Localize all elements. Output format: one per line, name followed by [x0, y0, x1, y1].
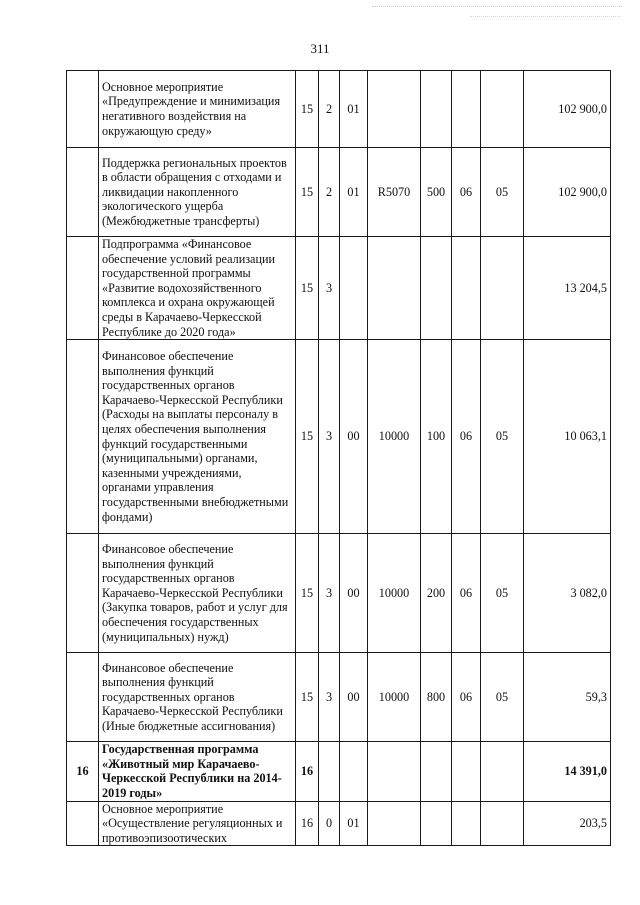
item-name-cell: Финансовое обеспечение выполнения функций государственных органов Карачаево-Черкесской Республики (Закупка товаров, работ и услуг для обеспечения государственных (муниципальных) нужд) [99, 534, 296, 653]
main-activity-code-cell: 01 [340, 148, 368, 237]
subprogram-code-cell: 3 [319, 653, 340, 742]
table-row [67, 340, 611, 534]
section-code-cell: 06 [452, 148, 481, 237]
page-number: 311 [310, 41, 330, 56]
amount-cell: 102 900,0 [524, 71, 611, 148]
program-code-cell: 15 [296, 653, 319, 742]
row-number-cell [67, 237, 99, 340]
subsection-code-cell [481, 801, 524, 846]
table-row [67, 653, 611, 742]
item-name-cell: Финансовое обеспечение выполнения функций государственных органов Карачаево-Черкесской Республики (Расходы на выплаты персоналу в целях обеспечения выполнения функций государственными (муниципальными) органами, казенными учреждениями, органами управления государственными внебюджетными фондами) [99, 340, 296, 534]
section-code-cell [452, 801, 481, 846]
subsection-code-cell: 05 [481, 148, 524, 237]
section-code-cell: 06 [452, 340, 481, 534]
table-row [67, 148, 611, 237]
program-code-cell: 15 [296, 237, 319, 340]
subprogram-code-cell: 3 [319, 340, 340, 534]
subsection-code-cell: 05 [481, 534, 524, 653]
direction-code-cell: R5070 [368, 148, 421, 237]
program-code-cell: 16 [296, 801, 319, 846]
item-name-cell: Финансовое обеспечение выполнения функций государственных органов Карачаево-Черкесской Республики (Иные бюджетные ассигнования) [99, 653, 296, 742]
section-code-cell [452, 237, 481, 340]
row-number-cell: 16 [67, 742, 99, 801]
row-number-cell [67, 71, 99, 148]
expense-type-code-cell [421, 237, 452, 340]
subprogram-code-cell: 0 [319, 801, 340, 846]
expense-type-code-cell: 200 [421, 534, 452, 653]
expense-type-code-cell: 800 [421, 653, 452, 742]
table-row [67, 71, 611, 148]
row-number-cell [67, 653, 99, 742]
subsection-code-cell: 05 [481, 653, 524, 742]
main-activity-code-cell: 01 [340, 801, 368, 846]
direction-code-cell: 10000 [368, 340, 421, 534]
item-name-cell: Государственная программа «Животный мир Карачаево-Черкесской Республики на 2014-2019 годы» [99, 742, 296, 801]
program-code-cell: 15 [296, 340, 319, 534]
main-activity-code-cell [340, 237, 368, 340]
budget-table-body [67, 71, 611, 846]
main-activity-code-cell: 00 [340, 534, 368, 653]
expense-type-code-cell [421, 71, 452, 148]
row-number-cell [67, 340, 99, 534]
expense-type-code-cell [421, 742, 452, 801]
item-name-cell: Подпрограмма «Финансовое обеспечение условий реализации государственной программы «Развитие водохозяйственного комплекса и охрана окружающей среды в Карачаево-Черкесской Республике до 2020 года» [99, 237, 296, 340]
program-code-cell: 15 [296, 148, 319, 237]
expense-type-code-cell: 500 [421, 148, 452, 237]
main-activity-code-cell: 00 [340, 653, 368, 742]
expense-type-code-cell [421, 801, 452, 846]
amount-cell: 13 204,5 [524, 237, 611, 340]
section-code-cell [452, 71, 481, 148]
row-number-cell [67, 148, 99, 237]
direction-code-cell: 10000 [368, 653, 421, 742]
direction-code-cell [368, 71, 421, 148]
direction-code-cell [368, 742, 421, 801]
section-code-cell: 06 [452, 534, 481, 653]
section-code-cell [452, 742, 481, 801]
expense-type-code-cell: 100 [421, 340, 452, 534]
subprogram-code-cell: 3 [319, 534, 340, 653]
amount-cell: 203,5 [524, 801, 611, 846]
section-code-cell: 06 [452, 653, 481, 742]
scan-edge-line [470, 16, 620, 17]
item-name-cell: Основное мероприятие «Предупреждение и минимизация негативного воздействия на окружающую среду» [99, 71, 296, 148]
subsection-code-cell: 05 [481, 340, 524, 534]
amount-cell: 10 063,1 [524, 340, 611, 534]
main-activity-code-cell: 01 [340, 71, 368, 148]
table-row [67, 237, 611, 340]
table-row [67, 534, 611, 653]
amount-cell: 102 900,0 [524, 148, 611, 237]
subprogram-code-cell: 2 [319, 148, 340, 237]
subprogram-code-cell: 2 [319, 71, 340, 148]
amount-cell: 59,3 [524, 653, 611, 742]
amount-cell: 14 391,0 [524, 742, 611, 801]
scan-edge-line [372, 6, 622, 7]
subsection-code-cell [481, 742, 524, 801]
program-code-cell: 16 [296, 742, 319, 801]
direction-code-cell [368, 801, 421, 846]
main-activity-code-cell: 00 [340, 340, 368, 534]
amount-cell: 3 082,0 [524, 534, 611, 653]
budget-table [66, 70, 611, 846]
table-row [67, 742, 611, 801]
main-activity-code-cell [340, 742, 368, 801]
row-number-cell [67, 801, 99, 846]
subprogram-code-cell [319, 742, 340, 801]
subprogram-code-cell: 3 [319, 237, 340, 340]
subsection-code-cell [481, 71, 524, 148]
direction-code-cell: 10000 [368, 534, 421, 653]
item-name-cell: Поддержка региональных проектов в области обращения с отходами и ликвидации накопленного экологического ущерба (Межбюджетные трансферты) [99, 148, 296, 237]
row-number-cell [67, 534, 99, 653]
table-row [67, 801, 611, 846]
program-code-cell: 15 [296, 71, 319, 148]
subsection-code-cell [481, 237, 524, 340]
program-code-cell: 15 [296, 534, 319, 653]
item-name-cell: Основное мероприятие «Осуществление регуляционных и противоэпизоотических [99, 801, 296, 846]
direction-code-cell [368, 237, 421, 340]
